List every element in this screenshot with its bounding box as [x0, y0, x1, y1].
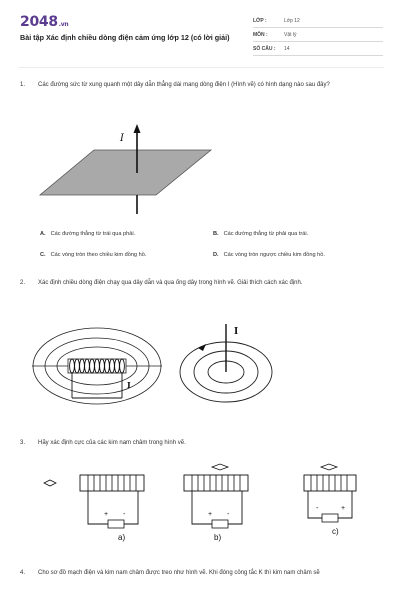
- compass-needle: [212, 464, 228, 470]
- solenoid-core: [68, 359, 126, 373]
- terminal-minus: -: [316, 505, 319, 512]
- current-label: I: [120, 133, 124, 144]
- terminal-plus: +: [208, 511, 213, 518]
- field-arrow: [198, 344, 206, 351]
- figure-straight-wire: [36, 110, 216, 220]
- meta-value: Vật lý: [284, 32, 297, 38]
- question-number: 3.: [20, 440, 26, 446]
- figure-label-a: a): [118, 533, 126, 542]
- site-logo[interactable]: [20, 14, 68, 30]
- meta-key: SỐ CÂU :: [253, 46, 276, 52]
- option-text: Các đường thẳng từ phải qua trái.: [223, 231, 309, 237]
- question-text: Hãy xác định cực của các kim nam châm trong hình vẽ.: [38, 440, 186, 446]
- terminal-minus: -: [123, 511, 126, 518]
- terminal-minus: -: [227, 511, 230, 518]
- question-text: Các đường sức từ xung quanh một dây dẫn thẳng dài mang dòng điện I (Hình vẽ) có hình dạng nào sau đây?: [38, 82, 330, 88]
- meta-grade: [253, 17, 383, 28]
- solenoid: [304, 475, 356, 491]
- option-text: Các đường thẳng từ trái qua phải.: [50, 231, 136, 237]
- question-number: 2.: [20, 280, 26, 286]
- circuit-wire: [88, 491, 138, 524]
- resistor: [212, 520, 228, 528]
- figure-label-b: b): [214, 533, 222, 542]
- figure-wire-circles: [176, 318, 276, 414]
- option-letter: D.: [213, 252, 219, 258]
- option-text: Các vòng tròn theo chiều kim đồng hồ.: [50, 252, 147, 258]
- question-number: 4.: [20, 570, 26, 576]
- terminal-plus: +: [104, 511, 109, 518]
- option-d[interactable]: [213, 252, 325, 258]
- option-c[interactable]: [40, 252, 146, 258]
- resistor: [322, 514, 338, 522]
- figure-compass-circuits: [38, 458, 382, 546]
- current-label: I: [127, 380, 131, 390]
- circuit-c: [304, 464, 356, 536]
- logo-tld: .vn: [58, 21, 69, 28]
- meta-key: LỚP :: [253, 18, 267, 24]
- option-letter: A.: [40, 231, 46, 237]
- page-title: Bài tập Xác định chiều dòng điện cảm ứng lớp 12 (có lời giải): [20, 33, 230, 42]
- question-text: Xác định chiều dòng điện chạy qua dây dẫn và qua ống dây trong hình vẽ. Giải thích cách xác định.: [38, 280, 303, 286]
- option-b[interactable]: [213, 231, 308, 237]
- figure-solenoid-field: [30, 318, 165, 414]
- option-letter: B.: [213, 231, 219, 237]
- resistor: [108, 520, 124, 528]
- current-arrow: [134, 124, 141, 133]
- question-number: 1.: [20, 82, 26, 88]
- circuit-a: [44, 475, 144, 542]
- circuit-wire: [192, 491, 242, 524]
- option-letter: C.: [40, 252, 46, 258]
- question-text: Cho sơ đồ mạch điện và kim nam châm được treo như hình vẽ. Khi đóng công tắc K thì kim nam châm sẽ: [38, 570, 320, 576]
- option-a[interactable]: [40, 231, 135, 237]
- circuit-b: [184, 464, 248, 542]
- meta-subject: [253, 31, 383, 42]
- option-text: Các vòng tròn ngược chiều kim đồng hồ.: [223, 252, 325, 258]
- document-header: [0, 0, 400, 62]
- compass-needle: [44, 480, 56, 486]
- header-divider: [18, 67, 384, 68]
- meta-value: 14: [284, 46, 290, 52]
- meta-question-count: [253, 45, 383, 56]
- plane: [40, 150, 211, 195]
- compass-needle: [321, 464, 337, 470]
- meta-value: Lớp 12: [284, 18, 300, 24]
- logo-text: 2048: [20, 14, 58, 30]
- current-label: I: [234, 327, 239, 337]
- terminal-plus: +: [341, 505, 346, 512]
- meta-key: MÔN :: [253, 32, 268, 38]
- figure-label-c: c): [332, 527, 339, 536]
